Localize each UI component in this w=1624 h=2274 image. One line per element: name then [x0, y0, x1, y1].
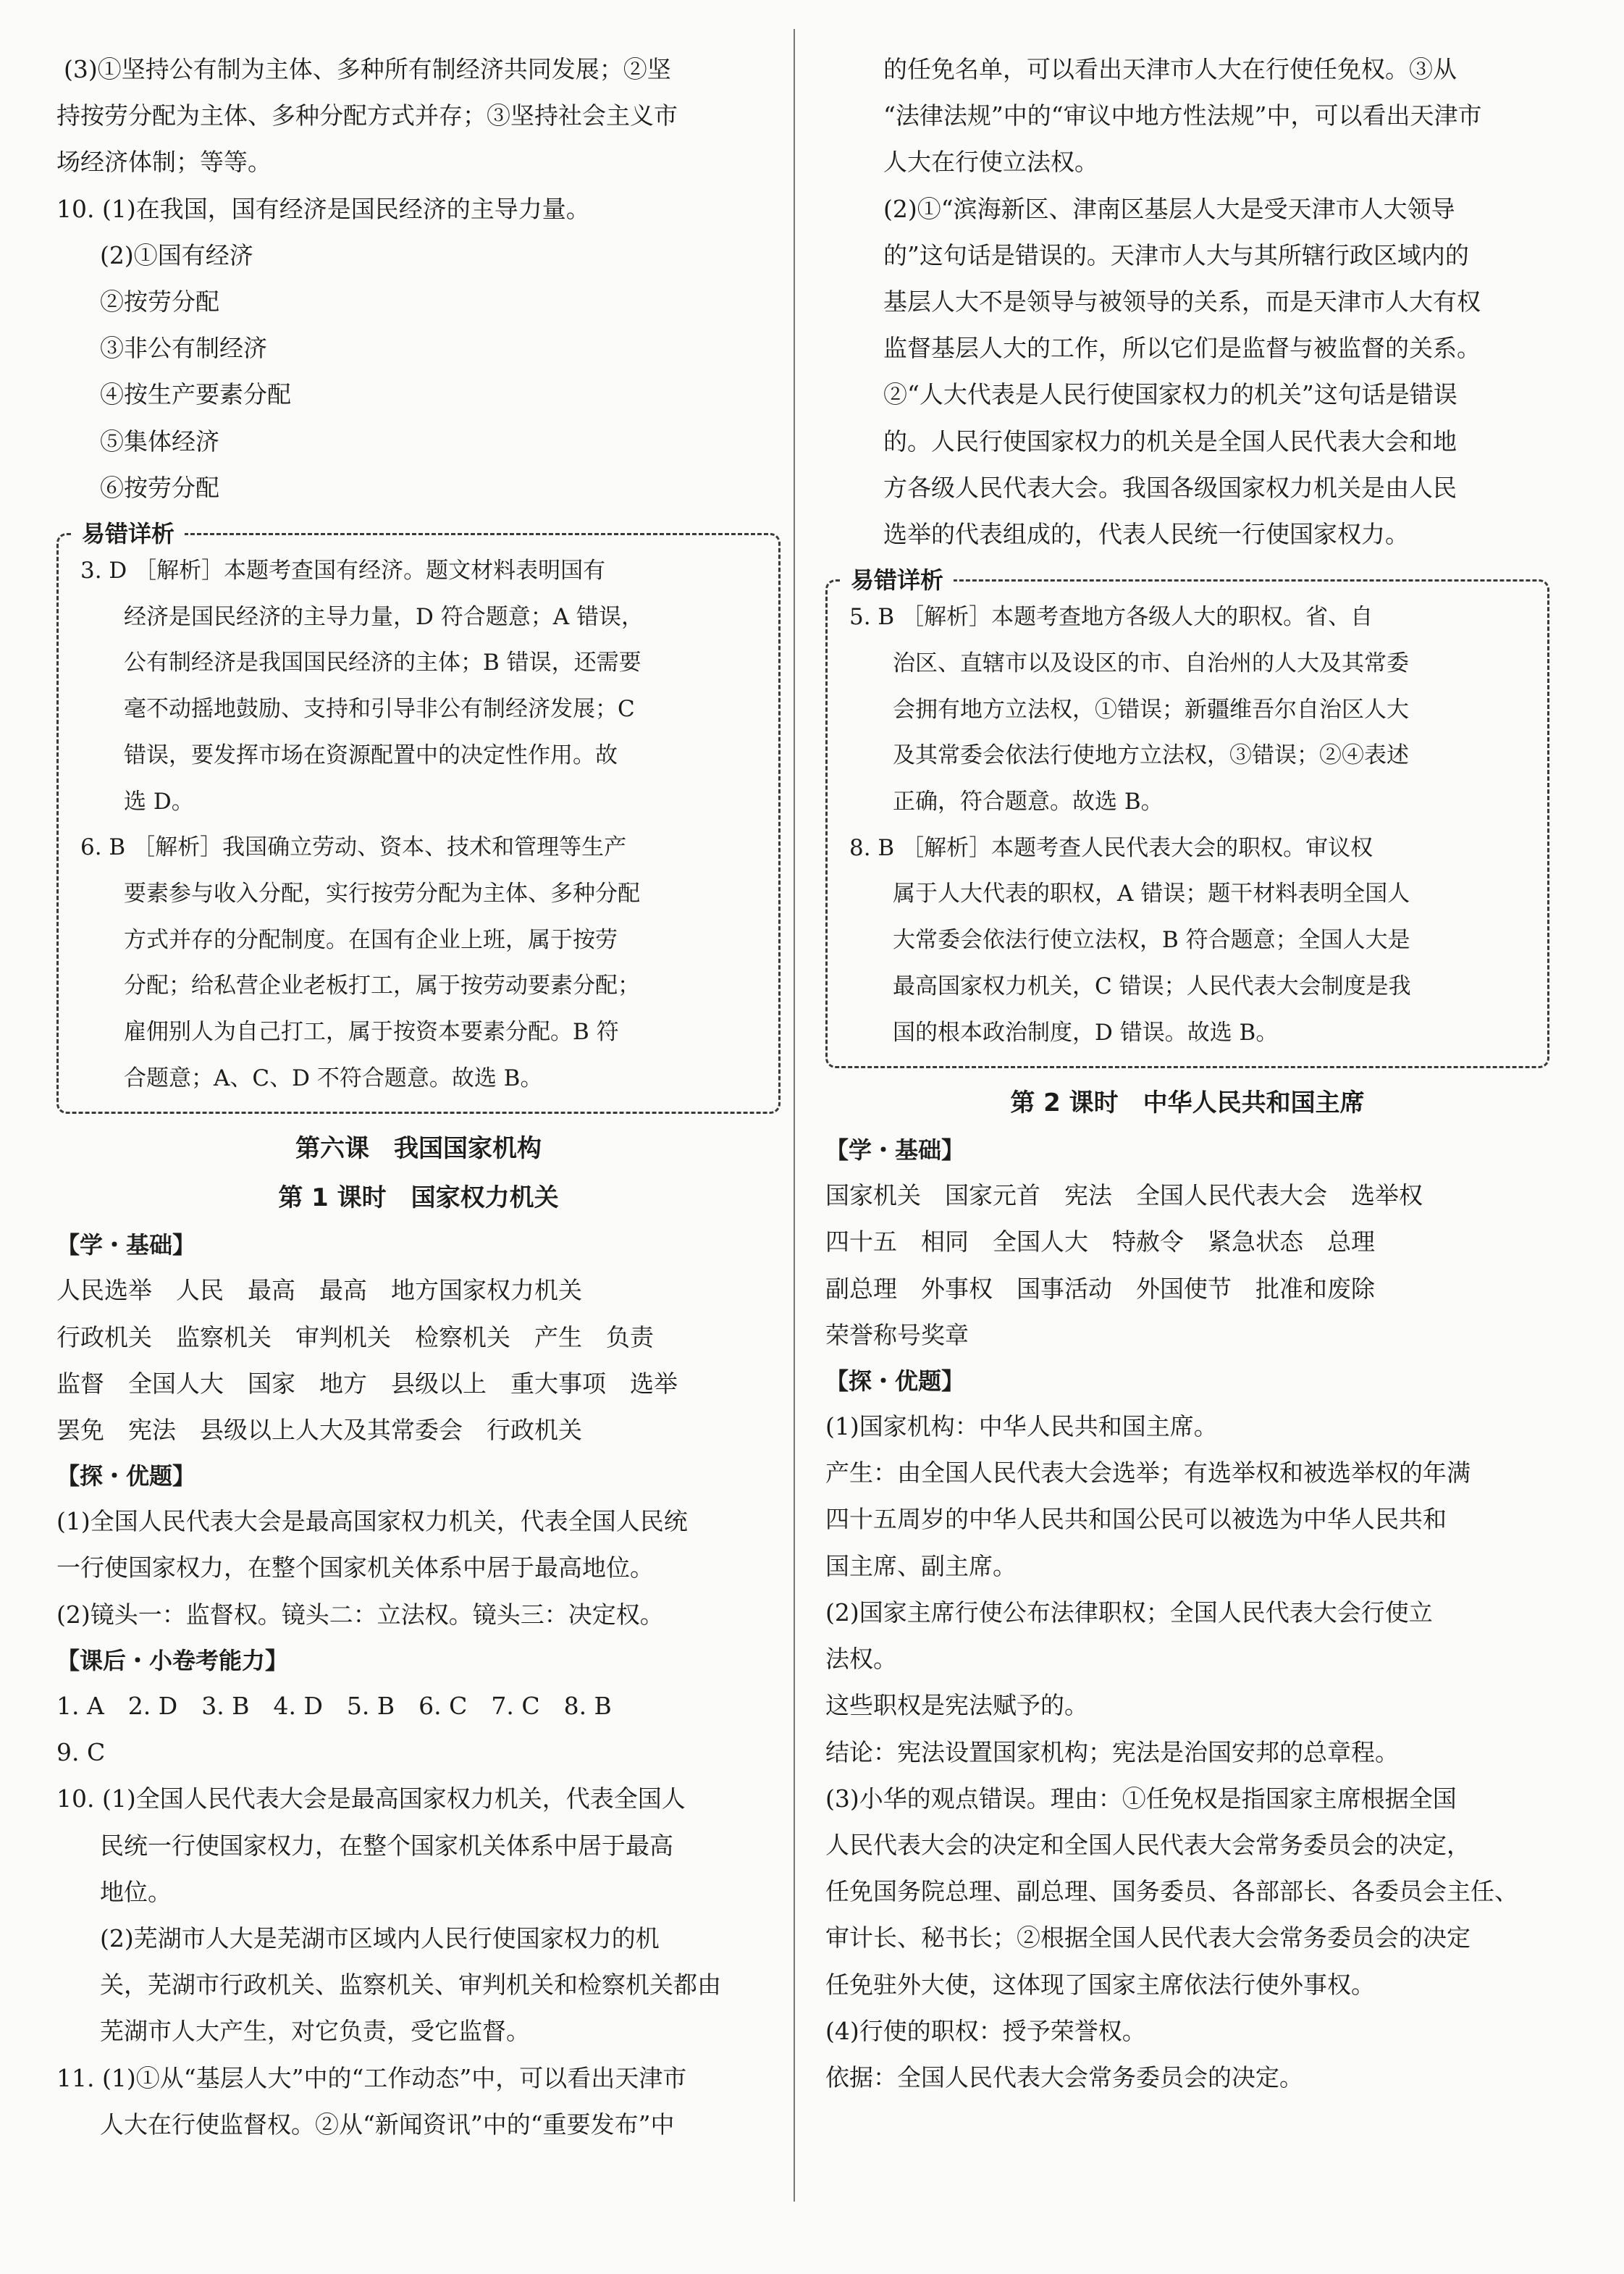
analysis-line: 公有制经济是我国国民经济的主体；B 错误，还需要 [124, 650, 641, 676]
top-line: 选举的代表组成的，代表人民统一行使国家权力。 [883, 520, 1409, 549]
analysis-line: 会拥有地方立法权，①错误；新疆维吾尔自治区人大 [893, 696, 1409, 723]
analysis-line: 大常委会依法行使立法权，B 符合题意；全国人大是 [893, 927, 1410, 954]
q10b-line: 关，芜湖市行政机关、监察机关、审判机关和检察机关都由 [100, 1971, 721, 2000]
q10b-line: 芜湖市人大产生，对它负责，受它监督。 [100, 2017, 530, 2046]
analysis-line: 选 D。 [124, 788, 194, 815]
explore-line: 这些职权是宪法赋予的。 [825, 1691, 1088, 1720]
analysis-line: 5. B ［解析］本题考查地方各级人大的职权。省、自 [849, 604, 1373, 631]
basics-line: 罢免 宪法 县级以上人大及其常委会 行政机关 [56, 1416, 582, 1445]
top-line: ②“人大代表是人民行使国家权力的机关”这句话是错误 [883, 380, 1457, 409]
error-analysis-box [56, 520, 781, 1114]
top-line: 人大在行使立法权。 [883, 148, 1098, 177]
basics-line: 人民选举 人民 最高 最高 地方国家权力机关 [56, 1276, 582, 1305]
basics-line: 副总理 外事权 国事活动 外国使节 批准和废除 [825, 1274, 1375, 1303]
q11-line: 人大在行使监督权。②从“新闻资讯”中的“重要发布”中 [100, 2110, 675, 2139]
q10b-line: 10. (1)全国人民代表大会是最高国家权力机关，代表全国人 [56, 1784, 686, 1813]
explore-line: (4)行使的职权：授予荣誉权。 [825, 2016, 1146, 2045]
top-line: 监督基层人大的工作，所以它们是监督与被监督的关系。 [883, 334, 1481, 363]
answers-line: 9. C [56, 1738, 106, 1767]
section-heading-basics: 【学・基础】 [825, 1136, 965, 1165]
basics-line: 监督 全国人大 国家 地方 县级以上 重大事项 选举 [56, 1369, 678, 1398]
section-heading-after-class: 【课后・小卷考能力】 [56, 1646, 289, 1674]
explore-line: 依据：全国人民代表大会常务委员会的决定。 [825, 2063, 1303, 2092]
analysis-line: 国的根本政治制度，D 错误。故选 B。 [893, 1019, 1279, 1046]
explore-line: 四十五周岁的中华人民共和国公民可以被选为中华人民共和 [825, 1505, 1447, 1534]
explore-line: 审计长、秘书长；②根据全国人民代表大会常务委员会的决定 [825, 1923, 1471, 1952]
top-line: 基层人大不是领导与被领导的关系，而是天津市人大有权 [883, 288, 1481, 316]
q10-line: ④按生产要素分配 [100, 380, 291, 409]
analysis-line: 6. B ［解析］我国确立劳动、资本、技术和管理等生产 [80, 834, 627, 861]
q10-line: (2)①国有经济 [100, 240, 253, 269]
explore-line: 一行使国家权力，在整个国家机关体系中居于最高地位。 [56, 1553, 654, 1582]
answers-line: 1. A 2. D 3. B 4. D 5. B 6. C 7. C 8. B [56, 1691, 612, 1720]
explore-line: 法权。 [825, 1645, 897, 1674]
explore-line: (3)小华的观点错误。理由：①任免权是指国家主席根据全国 [825, 1784, 1457, 1813]
explore-line: (1)国家机构：中华人民共和国主席。 [825, 1412, 1218, 1441]
intro-line: (3)①坚持公有制为主体、多种所有制经济共同发展；②坚 [64, 55, 671, 83]
section-heading-explore: 【探・优题】 [56, 1462, 196, 1490]
analysis-line: 毫不动摇地鼓励、支持和引导非公有制经济发展；C [124, 696, 635, 723]
explore-line: (2)国家主席行使公布法律职权；全国人民代表大会行使立 [825, 1598, 1433, 1627]
top-line: 的”这句话是错误的。天津市人大与其所辖行政区域内的 [883, 240, 1469, 269]
error-analysis-tag: 易错详析 [841, 566, 954, 595]
left-column [56, 46, 781, 2148]
analysis-line: 经济是国民经济的主导力量，D 符合题意；A 错误， [124, 603, 644, 630]
basics-line: 四十五 相同 全国人大 特赦令 紧急状态 总理 [825, 1228, 1375, 1256]
basics-line: 国家机关 国家元首 宪法 全国人民代表大会 选举权 [825, 1181, 1423, 1210]
analysis-line: 方式并存的分配制度。在国有企业上班，属于按劳 [124, 926, 618, 953]
explore-line: 产生：由全国人民代表大会选举；有选举权和被选举权的年满 [825, 1459, 1471, 1488]
explore-line: 国主席、副主席。 [825, 1551, 1017, 1580]
analysis-line: 属于人大代表的职权，A 错误；题干材料表明全国人 [893, 881, 1410, 907]
q10-line: ②按劳分配 [100, 288, 219, 316]
analysis-line: 合题意；A、C、D 不符合题意。故选 B。 [124, 1065, 543, 1091]
analysis-line: 8. B ［解析］本题考查人民代表大会的职权。审议权 [849, 834, 1373, 861]
period-title: 第 2 课时 中华人民共和国主席 [1010, 1088, 1365, 1118]
period-title: 第 1 课时 国家权力机关 [278, 1183, 559, 1213]
explore-line: 人民代表大会的决定和全国人民代表大会常务委员会的决定， [825, 1830, 1471, 1859]
q10-line: ③非公有制经济 [100, 334, 267, 363]
explore-line: 结论：宪法设置国家机构；宪法是治国安邦的总章程。 [825, 1737, 1399, 1766]
explore-line: 任免驻外大使，这体现了国家主席依法行使外事权。 [825, 1970, 1375, 1999]
analysis-line: 雇佣别人为自己打工，属于按资本要素分配。B 符 [124, 1019, 619, 1046]
analysis-line: 3. D ［解析］本题考查国有经济。题文材料表明国有 [80, 558, 606, 584]
analysis-line: 错误，要发挥市场在资源配置中的决定性作用。故 [124, 742, 618, 768]
error-analysis-tag: 易错详析 [72, 519, 185, 548]
lesson-title: 第六课 我国国家机构 [295, 1134, 542, 1164]
analysis-line: 及其常委会依法行使地方立法权，③错误；②④表述 [893, 742, 1409, 769]
explore-line: (2)镜头一：监督权。镜头二：立法权。镜头三：决定权。 [56, 1600, 664, 1629]
basics-line: 行政机关 监察机关 审判机关 检察机关 产生 负责 [56, 1322, 654, 1351]
top-line: “法律法规”中的“审议中地方性法规”中，可以看出天津市 [883, 101, 1482, 130]
analysis-line: 分配；给私营企业老板打工，属于按劳动要素分配； [124, 973, 640, 999]
section-heading-explore: 【探・优题】 [825, 1367, 965, 1396]
q10-line: ⑥按劳分配 [100, 473, 219, 502]
q10-line: ⑤集体经济 [100, 427, 219, 456]
analysis-line: 最高国家权力机关，C 错误；人民代表大会制度是我 [893, 973, 1411, 999]
top-line: 方各级人民代表大会。我国各级国家权力机关是由人民 [883, 473, 1457, 502]
section-heading-basics: 【学・基础】 [56, 1231, 196, 1259]
analysis-line: 要素参与收入分配，实行按劳分配为主体、多种分配 [124, 880, 640, 907]
analysis-line: 正确，符合题意。故选 B。 [893, 789, 1164, 815]
error-analysis-box [825, 566, 1549, 1068]
q11-line: 11. (1)①从“基层人大”中的“工作动态”中，可以看出天津市 [56, 2063, 687, 2092]
q10-line: 10. (1)在我国，国有经济是国民经济的主导力量。 [56, 194, 590, 223]
analysis-line: 治区、直辖市以及设区的市、自治州的人大及其常委 [893, 650, 1409, 676]
top-line: (2)①“滨海新区、津南区基层人大是受天津市人大领导 [883, 194, 1455, 223]
right-column [825, 46, 1549, 2101]
q10b-line: 民统一行使国家权力，在整个国家机关体系中居于最高 [100, 1831, 673, 1860]
explore-line: 任免国务院总理、副总理、国务委员、各部部长、各委员会主任、 [825, 1877, 1518, 1906]
intro-line: 持按劳分配为主体、多种分配方式并存；③坚持社会主义市 [56, 101, 678, 130]
intro-line: 场经济体制；等等。 [56, 148, 272, 177]
q10b-line: 地位。 [100, 1877, 172, 1906]
top-line: 的。人民行使国家权力的机关是全国人民代表大会和地 [883, 427, 1457, 456]
q10b-line: (2)芜湖市人大是芜湖市区域内人民行使国家权力的机 [100, 1923, 660, 1952]
column-divider [794, 29, 795, 2202]
basics-line: 荣誉称号奖章 [825, 1320, 969, 1349]
explore-line: (1)全国人民代表大会是最高国家权力机关，代表全国人民统 [56, 1507, 688, 1536]
top-line: 的任免名单，可以看出天津市人大在行使任免权。③从 [883, 55, 1457, 83]
